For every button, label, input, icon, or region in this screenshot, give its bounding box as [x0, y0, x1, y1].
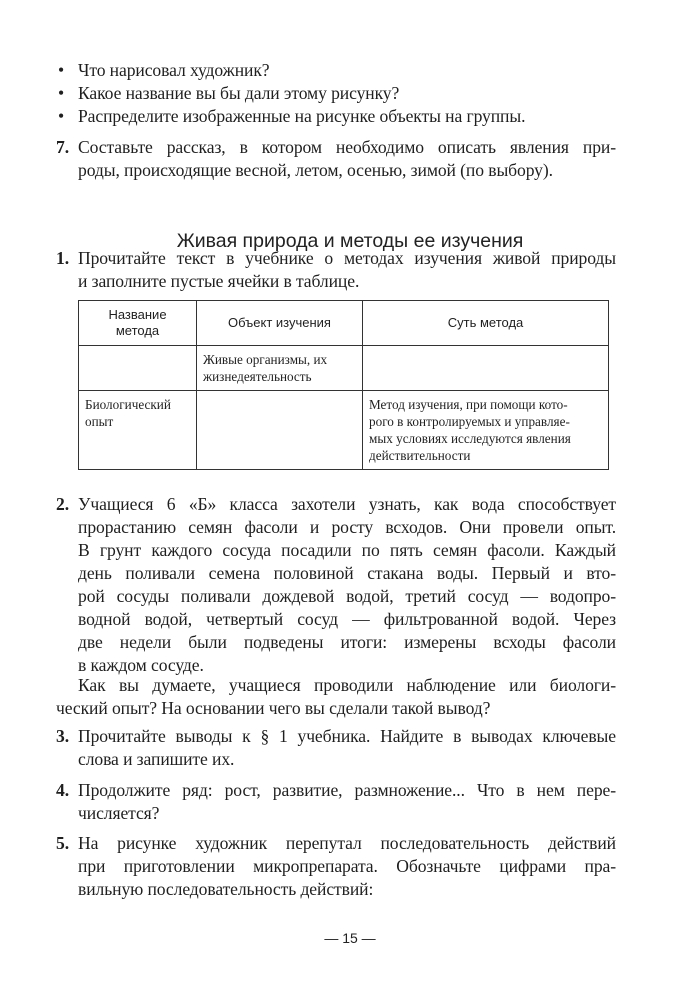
task-number: 2. [56, 494, 69, 514]
task-number: 1. [56, 248, 69, 268]
bullet-item: • Распределите изображенные на рисунке объекты на группы. [58, 106, 526, 126]
task-1 [56, 247, 616, 293]
empty-cell[interactable] [197, 391, 363, 470]
table-cell: Живые организмы, их жизнедеятельность [197, 346, 363, 391]
methods-table [78, 300, 609, 470]
column-header-study-object: Объект изучения [197, 301, 363, 346]
page-number: — 15 — [324, 930, 376, 946]
task-2 [56, 493, 616, 677]
task-text: Продолжите ряд: рост, развитие, размножение... Что в нем пере- числяется? [78, 780, 616, 823]
task-4 [56, 779, 616, 825]
task-text: Учащиеся 6 «Б» класса захотели узнать, как вода способствует прорастанию семян фасоли и росту всходов. Они провели опыт. В грунт каждого сосуда посадили по пять семян фасоли. Каждый день поливали семена половиной стакана воды. Первый и вто- рой сосуды поливали дождевой водой, третий сосуд — водопро- водной водой, четвертый сосуд — фильтрованной водой. Через две недели были подведены итоги: измерены всходы фасоли в каждом сосуде. [78, 494, 616, 675]
bullet-icon: • [58, 106, 65, 126]
bullet-item: • Какое название вы бы дали этому рисунку? [58, 83, 400, 103]
empty-cell[interactable] [79, 346, 197, 391]
task-3 [56, 725, 616, 771]
task-text: Прочитайте выводы к § 1 учебника. Найдите в выводах ключевые слова и запишите их. [78, 726, 616, 769]
bullet-item: • Что нарисовал художник? [58, 60, 270, 80]
task-5 [56, 832, 616, 901]
question-bullet-list [56, 59, 616, 128]
bullet-icon: • [58, 60, 65, 80]
task-7 [56, 136, 616, 182]
section-heading: Живая природа и методы ее изучения [176, 230, 524, 252]
task-2-question: Как вы думаете, учащиеся проводили наблюдение или биологи- ческий опыт? На основании чего вы сделали такой вывод? [56, 675, 616, 718]
table-cell: Биологический опыт [79, 391, 197, 470]
table-header-row [79, 301, 609, 346]
task-number: 4. [56, 780, 69, 800]
task-text: Прочитайте текст в учебнике о методах изучения живой природы и заполните пустые ячейки в таблице. [78, 248, 616, 291]
empty-cell[interactable] [363, 346, 609, 391]
table-cell: Метод изучения, при помощи кото- рого в контролируемых и управляе- мых условиях исследуются явления действительности [363, 391, 609, 470]
table-row [79, 346, 609, 391]
bullet-icon: • [58, 83, 65, 103]
task-text: Составьте рассказ, в котором необходимо описать явления при- роды, происходящие весной, летом, осенью, зимой (по выбору). [78, 137, 616, 180]
column-header-method-essence: Суть метода [363, 301, 609, 346]
column-header-method-name: Название метода [79, 301, 197, 346]
task-number: 5. [56, 833, 69, 853]
task-text: На рисунке художник перепутал последовательность действий при приготовлении микропрепарата. Обозначьте цифрами пра- вильную последовательность действий: [78, 833, 616, 899]
task-number: 7. [56, 137, 69, 157]
table-row [79, 391, 609, 470]
task-number: 3. [56, 726, 69, 746]
